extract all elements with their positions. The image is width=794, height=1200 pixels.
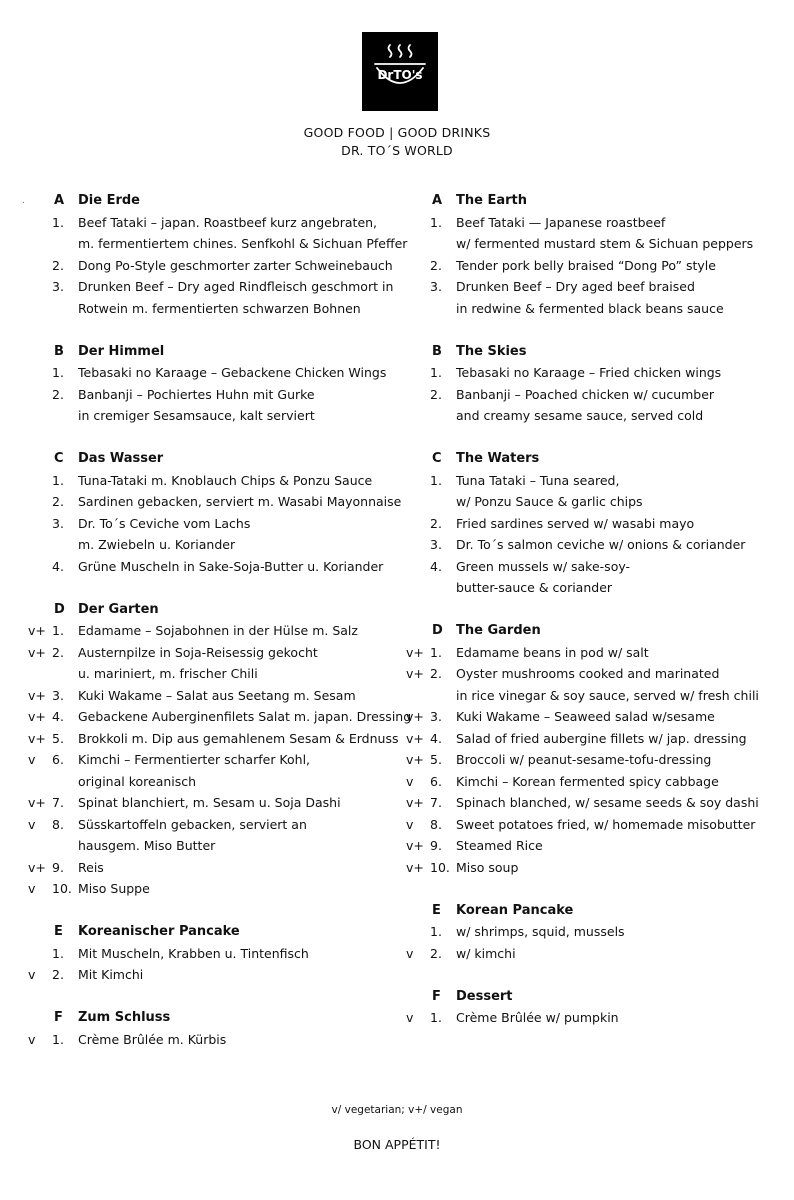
tagline-line-1: GOOD FOOD | GOOD DRINKS bbox=[303, 125, 491, 140]
stray-mark: . bbox=[22, 196, 25, 206]
item-number: 8. bbox=[52, 816, 64, 832]
menu-item bbox=[406, 642, 786, 664]
item-text: Broccoli w/ peanut-sesame-tofu-dressing bbox=[456, 752, 712, 767]
section-title: Der Garten bbox=[78, 601, 159, 617]
item-text: Austernpilze in Soja-Reisessig gekocht bbox=[78, 644, 318, 660]
section-header bbox=[28, 1007, 408, 1029]
section-header bbox=[406, 448, 786, 470]
menu-item bbox=[28, 513, 408, 535]
item-number: 3. bbox=[430, 709, 442, 724]
section-header bbox=[28, 190, 408, 212]
item-text: Kimchi – Korean fermented spicy cabbage bbox=[456, 773, 719, 789]
menu-item bbox=[406, 792, 786, 814]
item-text: and creamy sesame sauce, served cold bbox=[456, 408, 704, 423]
diet-marker: v bbox=[406, 773, 414, 789]
menu-item bbox=[406, 212, 786, 234]
item-text: Rotwein m. fermentierten schwarzen Bohnen bbox=[78, 300, 361, 316]
item-text: Beef Tataki — Japanese roastbeef bbox=[456, 214, 666, 230]
menu-item bbox=[28, 749, 408, 771]
item-text: Spinach blanched, w/ sesame seeds & soy dashi bbox=[456, 795, 759, 810]
section-letter: A bbox=[432, 193, 443, 208]
menu-item bbox=[28, 620, 408, 642]
section-letter: C bbox=[432, 451, 442, 466]
menu-item bbox=[28, 1029, 408, 1051]
menu-item bbox=[406, 276, 786, 298]
menu-item-continuation bbox=[406, 491, 786, 513]
item-text: Beef Tataki – japan. Roastbeef kurz angebraten, bbox=[78, 214, 378, 230]
item-text: Dr. To´s Ceviche vom Lachs bbox=[78, 515, 251, 531]
item-text: in redwine & fermented black beans sauce bbox=[456, 300, 724, 316]
item-number: 4. bbox=[52, 558, 64, 574]
menu-section bbox=[28, 599, 412, 900]
item-text: Kuki Wakame – Salat aus Seetang m. Sesam bbox=[78, 687, 356, 703]
item-text: Brokkoli m. Dip aus gemahlenem Sesam & Erdnuss bbox=[78, 730, 399, 746]
item-number: 1. bbox=[430, 214, 442, 230]
menu-item bbox=[28, 857, 408, 879]
section-header bbox=[406, 190, 786, 212]
item-number: 1. bbox=[430, 1010, 442, 1025]
item-text: Miso Suppe bbox=[78, 881, 150, 896]
diet-marker: v+ bbox=[406, 795, 424, 810]
section-letter: E bbox=[54, 924, 63, 939]
menu-section bbox=[406, 448, 786, 599]
section-title: Zum Schluss bbox=[78, 1010, 171, 1025]
item-text: Crème Brûlée m. Kürbis bbox=[78, 1031, 227, 1047]
item-number: 8. bbox=[430, 816, 442, 832]
item-text: Spinat blanchiert, m. Sesam u. Soja Dashi bbox=[78, 795, 341, 810]
item-number: 2. bbox=[52, 967, 64, 982]
menu-item bbox=[406, 362, 786, 384]
item-number: 7. bbox=[52, 795, 64, 810]
item-number: 4. bbox=[430, 558, 442, 574]
menu-item bbox=[28, 362, 408, 384]
menu-item bbox=[28, 276, 408, 298]
menu-item-continuation bbox=[28, 663, 408, 685]
section-header bbox=[28, 599, 408, 621]
menu-section bbox=[28, 341, 408, 427]
menu-item bbox=[406, 921, 786, 943]
item-number: 10. bbox=[52, 881, 72, 896]
section-header bbox=[28, 341, 408, 363]
menu-item bbox=[28, 878, 408, 900]
menu-item bbox=[406, 835, 786, 857]
item-text: Dr. To´s salmon ceviche w/ onions & coriander bbox=[456, 537, 746, 552]
item-text: Grüne Muscheln in Sake-Soja-Butter u. Koriander bbox=[78, 558, 384, 574]
section-letter: F bbox=[54, 1010, 63, 1025]
item-text: Crème Brûlée w/ pumpkin bbox=[456, 1010, 619, 1025]
item-number: 1. bbox=[52, 472, 64, 488]
menu-section bbox=[28, 448, 408, 577]
menu-section bbox=[406, 986, 786, 1029]
menu-item bbox=[28, 491, 408, 513]
section-title: The Skies bbox=[456, 343, 527, 359]
section-letter: D bbox=[432, 623, 443, 638]
section-title: Dessert bbox=[456, 988, 513, 1004]
section-header bbox=[28, 448, 408, 470]
section-title: Die Erde bbox=[78, 193, 141, 208]
item-number: 6. bbox=[430, 773, 442, 789]
section-title: Der Himmel bbox=[78, 343, 165, 359]
item-text: Green mussels w/ sake-soy- bbox=[456, 558, 631, 574]
item-number: 1. bbox=[52, 1031, 64, 1047]
item-number: 5. bbox=[52, 730, 64, 746]
menu-item bbox=[28, 212, 408, 234]
item-text: w/ kimchi bbox=[456, 945, 516, 961]
section-letter: A bbox=[54, 193, 65, 208]
diet-marker: v+ bbox=[28, 623, 46, 638]
section-title: Das Wasser bbox=[78, 451, 164, 466]
item-text: Tuna-Tataki m. Knoblauch Chips & Ponzu Sauce bbox=[78, 472, 373, 488]
item-number: 3. bbox=[430, 537, 442, 552]
section-letter: E bbox=[432, 902, 441, 918]
item-number: 1. bbox=[430, 472, 442, 488]
item-number: 2. bbox=[52, 494, 64, 509]
menu-item bbox=[28, 685, 408, 707]
item-text: Tender pork belly braised “Dong Po” style bbox=[456, 257, 716, 273]
item-text: Mit Kimchi bbox=[78, 967, 144, 982]
closing-text: BON APPÉTIT! bbox=[353, 1137, 441, 1152]
restaurant-logo bbox=[362, 32, 438, 111]
item-text: Sweet potatoes fried, w/ homemade misobutter bbox=[456, 816, 756, 832]
item-number: 3. bbox=[430, 279, 442, 294]
item-number: 2. bbox=[430, 666, 442, 681]
section-header bbox=[406, 620, 786, 642]
item-text: Kuki Wakame – Seaweed salad w/sesame bbox=[456, 709, 715, 724]
section-letter: B bbox=[432, 343, 442, 359]
item-text: Süsskartoffeln gebacken, serviert an bbox=[78, 816, 307, 832]
item-number: 2. bbox=[430, 386, 442, 402]
diet-marker: v+ bbox=[406, 666, 424, 681]
item-number: 9. bbox=[430, 838, 442, 853]
item-text: m. Zwiebeln u. Koriander bbox=[78, 537, 236, 552]
diet-marker: v+ bbox=[406, 644, 424, 660]
item-number: 9. bbox=[52, 859, 64, 875]
logo-wordmark: DrTO's bbox=[377, 68, 423, 82]
menu-section bbox=[406, 900, 786, 965]
menu-item bbox=[28, 384, 408, 406]
item-number: 3. bbox=[52, 279, 64, 294]
item-number: 4. bbox=[430, 730, 442, 746]
item-number: 6. bbox=[52, 752, 64, 767]
menu-item bbox=[406, 728, 786, 750]
item-number: 1. bbox=[52, 214, 64, 230]
item-text: Tebasaki no Karaage – Gebackene Chicken Wings bbox=[78, 365, 387, 380]
menu-section bbox=[28, 190, 408, 319]
item-text: Fried sardines served w/ wasabi mayo bbox=[456, 515, 695, 531]
diet-marker: v bbox=[28, 752, 36, 767]
menu-item bbox=[28, 470, 408, 492]
item-text: w/ shrimps, squid, mussels bbox=[456, 924, 625, 939]
item-text: m. fermentiertem chines. Senfkohl & Sichuan Pfeffer bbox=[78, 236, 408, 251]
diet-marker: v+ bbox=[28, 730, 46, 746]
tagline-line-2: DR. TO´S WORLD bbox=[341, 143, 453, 158]
menu-item bbox=[406, 384, 786, 406]
item-text: u. mariniert, m. frischer Chili bbox=[78, 666, 258, 681]
item-number: 3. bbox=[52, 687, 64, 703]
diet-marker: v+ bbox=[28, 709, 46, 724]
item-text: butter-sauce & coriander bbox=[456, 580, 613, 595]
item-text: Tuna Tataki – Tuna seared, bbox=[456, 472, 620, 488]
item-number: 1. bbox=[430, 365, 442, 380]
item-text: Miso soup bbox=[456, 859, 519, 875]
menu-item-continuation bbox=[406, 405, 786, 427]
item-number: 2. bbox=[52, 257, 64, 273]
menu-section bbox=[28, 1007, 408, 1050]
item-text: Banbanji – Pochiertes Huhn mit Gurke bbox=[78, 386, 315, 402]
menu-column-english bbox=[406, 190, 786, 1050]
diet-legend: v/ vegetarian; v+/ vegan bbox=[331, 1104, 463, 1116]
diet-marker: v bbox=[406, 1010, 414, 1025]
item-text: Salad of fried aubergine fillets w/ jap. dressing bbox=[456, 730, 747, 746]
item-number: 2. bbox=[52, 386, 64, 402]
menu-item bbox=[28, 706, 412, 728]
item-text: Edamame beans in pod w/ salt bbox=[456, 644, 649, 660]
section-title: Korean Pancake bbox=[456, 902, 574, 918]
diet-marker: v bbox=[28, 816, 36, 832]
section-title: Koreanischer Pancake bbox=[78, 924, 240, 939]
menu-item bbox=[406, 1007, 786, 1029]
section-letter: D bbox=[54, 601, 65, 617]
item-number: 5. bbox=[430, 752, 442, 767]
diet-marker: v+ bbox=[406, 859, 424, 875]
menu-item-continuation bbox=[28, 405, 408, 427]
menu-item-continuation bbox=[28, 771, 408, 793]
section-letter: C bbox=[54, 451, 64, 466]
menu-item bbox=[406, 470, 786, 492]
item-text: Drunken Beef – Dry aged beef braised bbox=[456, 279, 695, 294]
item-text: Gebackene Auberginenfilets Salat m. japan. Dressing bbox=[78, 709, 412, 724]
menu-column-german bbox=[28, 190, 412, 1072]
item-text: Steamed Rice bbox=[456, 838, 543, 853]
item-text: original koreanisch bbox=[78, 773, 197, 789]
item-text: Drunken Beef – Dry aged Rindfleisch geschmort in bbox=[78, 279, 394, 294]
menu-item bbox=[28, 943, 408, 965]
menu-section bbox=[406, 620, 786, 878]
menu-item bbox=[28, 964, 408, 986]
item-number: 2. bbox=[430, 945, 442, 961]
item-number: 1. bbox=[430, 924, 442, 939]
section-header bbox=[406, 900, 786, 922]
item-text: w/ Ponzu Sauce & garlic chips bbox=[456, 494, 643, 509]
item-text: in cremiger Sesamsauce, kalt serviert bbox=[78, 408, 315, 423]
item-text: in rice vinegar & soy sauce, served w/ fresh chili bbox=[456, 687, 759, 703]
menu-item bbox=[406, 534, 786, 556]
item-number: 2. bbox=[430, 257, 442, 273]
item-number: 7. bbox=[430, 795, 442, 810]
menu-item bbox=[406, 706, 786, 728]
menu-item bbox=[28, 642, 408, 664]
item-text: hausgem. Miso Butter bbox=[78, 838, 216, 853]
diet-marker: v bbox=[28, 1031, 36, 1047]
item-number: 1. bbox=[52, 365, 64, 380]
menu-item bbox=[406, 857, 786, 879]
menu-item bbox=[28, 792, 408, 814]
diet-marker: v+ bbox=[28, 644, 46, 660]
menu-item-continuation bbox=[28, 298, 408, 320]
menu-item-continuation bbox=[28, 835, 408, 857]
item-text: Tebasaki no Karaage – Fried chicken wings bbox=[456, 365, 722, 380]
menu-item-continuation bbox=[406, 233, 786, 255]
menu-item-continuation bbox=[28, 534, 408, 556]
section-title: The Garden bbox=[456, 623, 541, 638]
item-text: Reis bbox=[78, 859, 104, 875]
menu-item bbox=[28, 814, 408, 836]
menu-item bbox=[406, 749, 786, 771]
item-number: 3. bbox=[52, 515, 64, 531]
section-title: The Earth bbox=[456, 193, 527, 208]
menu-item bbox=[406, 513, 786, 535]
menu-item-continuation bbox=[406, 577, 786, 599]
menu-item bbox=[406, 943, 786, 965]
menu-section bbox=[28, 921, 408, 986]
menu-item bbox=[406, 663, 786, 685]
item-number: 10. bbox=[430, 859, 450, 875]
menu-item bbox=[406, 556, 786, 578]
item-number: 1. bbox=[430, 644, 442, 660]
section-header bbox=[406, 341, 786, 363]
diet-marker: v+ bbox=[28, 687, 46, 703]
item-number: 4. bbox=[52, 709, 64, 724]
item-text: Oyster mushrooms cooked and marinated bbox=[456, 666, 720, 681]
item-text: w/ fermented mustard stem & Sichuan peppers bbox=[456, 236, 754, 251]
item-number: 1. bbox=[52, 623, 64, 638]
menu-item bbox=[28, 728, 408, 750]
item-text: Sardinen gebacken, serviert m. Wasabi Mayonnaise bbox=[78, 494, 402, 509]
item-number: 2. bbox=[52, 644, 64, 660]
item-number: 2. bbox=[430, 515, 442, 531]
item-number: 1. bbox=[52, 945, 64, 961]
diet-marker: v bbox=[406, 816, 414, 832]
menu-item bbox=[28, 556, 408, 578]
diet-marker: v+ bbox=[406, 709, 424, 724]
section-letter: F bbox=[432, 988, 441, 1004]
item-text: Edamame – Sojabohnen in der Hülse m. Salz bbox=[78, 623, 358, 638]
diet-marker: v+ bbox=[406, 730, 424, 746]
menu-item-continuation bbox=[28, 233, 408, 255]
item-text: Kimchi – Fermentierter scharfer Kohl, bbox=[78, 752, 311, 767]
menu-section bbox=[406, 190, 786, 319]
diet-marker: v+ bbox=[28, 859, 46, 875]
diet-marker: v bbox=[28, 881, 36, 896]
diet-marker: v+ bbox=[28, 795, 46, 810]
section-header bbox=[28, 921, 408, 943]
section-letter: B bbox=[54, 343, 64, 359]
menu-section bbox=[406, 341, 786, 427]
menu-item-continuation bbox=[406, 298, 786, 320]
menu-item bbox=[406, 771, 786, 793]
diet-marker: v bbox=[28, 967, 36, 982]
menu-item bbox=[28, 255, 408, 277]
menu-item bbox=[406, 255, 786, 277]
diet-marker: v+ bbox=[406, 752, 424, 767]
menu-item-continuation bbox=[406, 685, 786, 707]
item-text: Banbanji – Poached chicken w/ cucumber bbox=[456, 386, 715, 402]
section-title: The Waters bbox=[456, 451, 540, 466]
item-text: Mit Muscheln, Krabben u. Tintenfisch bbox=[78, 945, 309, 961]
item-text: Dong Po-Style geschmorter zarter Schweinebauch bbox=[78, 257, 393, 273]
section-header bbox=[406, 986, 786, 1008]
diet-marker: v bbox=[406, 945, 414, 961]
diet-marker: v+ bbox=[406, 838, 424, 853]
menu-item bbox=[406, 814, 786, 836]
